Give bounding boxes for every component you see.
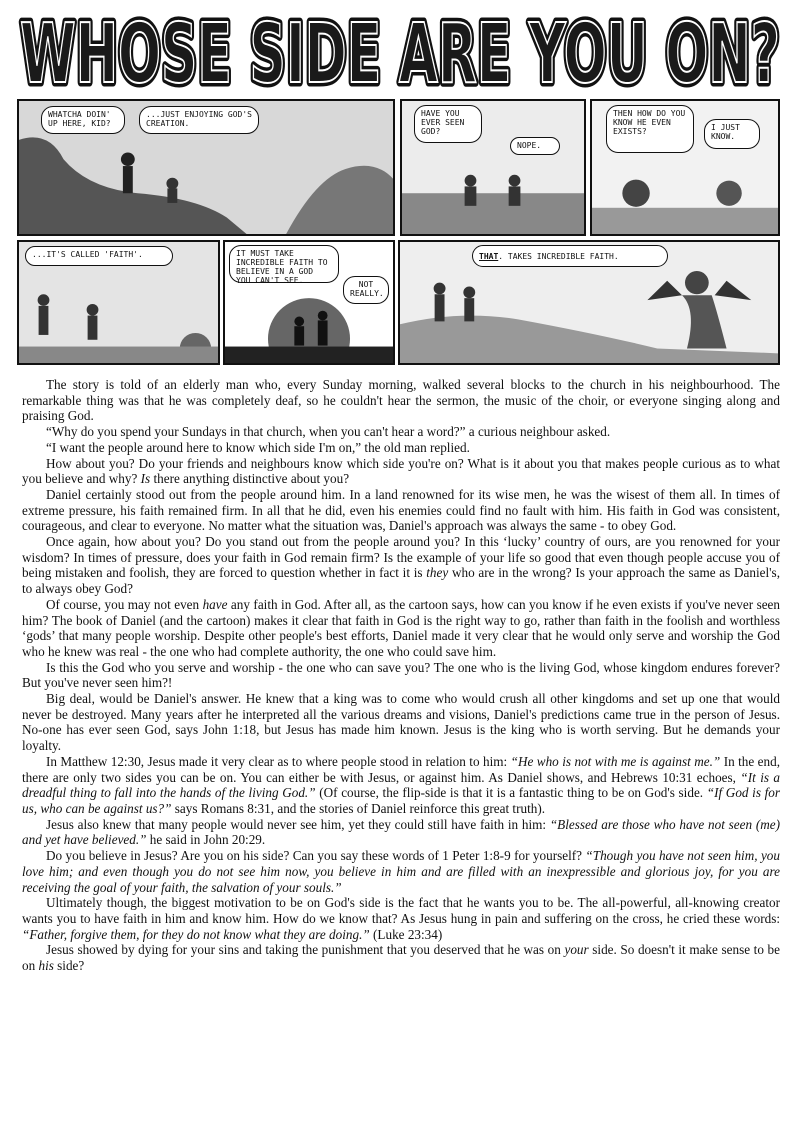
text-run: In Matthew 12:30, Jesus made it very clear as to where people stood in relation to him: — [46, 753, 511, 769]
speech-bubble: ...JUST ENJOYING GOD'S CREATION. — [139, 106, 259, 134]
paragraph — [22, 597, 780, 660]
comic-panel-4 — [17, 240, 220, 365]
text-italic: have — [202, 596, 228, 612]
quote: “It is a dreadful thing to fall into the hands of the living God.” — [22, 769, 781, 801]
paragraph — [22, 848, 780, 895]
paragraph: Is this the God who you serve and worship - the one who can save you? The one who is the living God, whose kingdom endures forever? But you've never seen him?! — [22, 659, 780, 691]
text-run: side? — [53, 958, 85, 974]
text-run: Do you believe in Jesus? Are you on his side? Can you say these words of 1 Peter 1:8-9 for yourself? — [46, 848, 586, 864]
page-title — [14, 4, 786, 94]
text-italic: his — [38, 958, 54, 974]
paragraph — [22, 456, 780, 487]
paragraph — [22, 754, 780, 817]
text-run: (Luke 23:34) — [369, 926, 443, 942]
quote: “Blessed are those who have not seen (me) and yet have believed.” — [22, 816, 780, 848]
comic-panel-1 — [17, 99, 395, 236]
comic-panel-2 — [400, 99, 586, 236]
text-run: Ultimately though, the biggest motivation to be on God's side is the fact that he wants you to be. The all-powerful, all-knowing creator wants you to have faith in him and know him. How do we know that? As Jesus hung in pain and suffering on the cross, he cried these words: — [22, 895, 780, 926]
speech-bubble: IT MUST TAKE INCREDIBLE FAITH TO BELIEVE IN A GOD YOU CAN'T SEE. — [229, 245, 339, 283]
quote: “If God is for us, who can be against us?” — [22, 785, 780, 816]
text-run: who are in the wrong? Is your approach the same as Daniel's, to always obey God? — [22, 565, 780, 597]
text-run: Once again, how about you? Do you stand out from the people around you? In this ‘lucky’ country of ours, are you renowned for your wisdom? In times of pressure, does your faith in God remain firm? Is the example of your life so good that even though people accuse you of being mistaken and foolish, they are forced to question whether in fact it is — [22, 534, 780, 581]
paragraph: “I want the people around here to know which side I'm on,” the old man replied. — [46, 439, 470, 455]
text-italic: they — [426, 565, 449, 581]
text-run: In the end, there are only two sides you can be on. You can either be with Jesus, or against him. As Daniel shows, and Hebrews 10:31 echoes, — [22, 753, 781, 785]
comic-panel-6 — [398, 240, 780, 365]
paragraph: Daniel certainly stood out from the people around him. In a land renowned for its wise men, he was the wisest of them all. In times of extreme pressure, his faith remained firm. In all that he did, even his enemies could find no fault with him. His faith in God was consistent, courageous, and clear to everyone. No matter what the situation was, Daniel's approach was always the same - to obey God. — [22, 486, 780, 534]
speech-bubble: THEN HOW DO YOU KNOW HE EVEN EXISTS? — [606, 105, 694, 153]
paragraph: Big deal, would be Daniel's answer. He knew that a king was to come who would crush all other kingdoms and set up one that would never be destroyed. Many years after he interpreted all the various dreams and visions, Daniel's predictions came true in the person of Jesus. No-one has ever seen God, says John 1:18, but Jesus has made him known. Jesus is the king who is worth serving. But he demands your loyalty. — [22, 691, 780, 754]
speech-bubble: NOT REALLY. — [343, 276, 389, 304]
text-run: any faith in God. After all, as the cartoon says, how can you know if he even exists if you've never seen him? The book of Daniel (and the cartoon) makes it clear that faith in God is the right way to go, rather than faith in the foolish and worthless ‘gods’ that many people worship. Despite other people's best efforts, Daniel made it very clear that he would only serve and worship the God who he knew was real - the one who had complete authority, the one who could save him. — [22, 596, 780, 659]
article-body — [22, 377, 780, 974]
quote: “Though you have not seen him, you love him; and even though you do not see him now, you believe in him and are filled with an inexpressible and glorious joy, for you are receiving the goal of your faith, the salvation of your souls.” — [22, 848, 780, 895]
emphasis-that: THAT — [479, 252, 499, 261]
text-run: says Romans 8:31, and the stories of Daniel reinforce this great truth). — [171, 800, 546, 816]
bubble-rest: . TAKES INCREDIBLE FAITH. — [498, 252, 619, 261]
text-run: side. So doesn't it make sense to be on — [22, 942, 780, 974]
text-italic: Is — [140, 471, 151, 487]
text-run: there anything distinctive about you? — [150, 471, 350, 487]
paragraph — [22, 895, 780, 942]
paragraph — [22, 534, 780, 597]
text-run: Jesus showed by dying for your sins and taking the punishment that you deserved that he was on — [46, 942, 565, 958]
text-italic: your — [564, 942, 589, 958]
page-title-text: WHOSE SIDE ARE YOU ON? — [20, 7, 781, 94]
speech-bubble: ...IT'S CALLED 'FAITH'. — [25, 246, 173, 266]
paragraph: “Why do you spend your Sundays in that church, when you can't hear a word?” a curious neighbour asked. — [46, 424, 611, 440]
speech-bubble: WHATCHA DOIN' UP HERE, KID? — [41, 106, 125, 134]
speech-bubble: I JUST KNOW. — [704, 119, 760, 149]
text-run: Jesus also knew that many people would never see him, yet they could still have faith in him: — [46, 816, 550, 832]
text-run: Of course, you may not even — [46, 596, 203, 612]
quote: “He who is not with me is against me.” — [510, 753, 721, 769]
page-title-outline: WHOSE SIDE ARE YOU ON? — [20, 7, 781, 94]
paragraph: The story is told of an elderly man who, every Sunday morning, walked several blocks to the church in his neighbourhood. The remarkable thing was that he was completely deaf, so he couldn't hear the sermon, the music of the choir, or everyone singing along and praising God. — [22, 377, 780, 424]
paragraph — [22, 817, 780, 848]
paragraph — [22, 942, 780, 973]
comic-panel-5 — [223, 240, 395, 365]
quote: “Father, forgive them, for they do not know what they are doing.” — [22, 926, 370, 942]
text-run: he said in John 20:29. — [146, 832, 266, 848]
text-run: (Of course, the flip-side is that it is a fantastic thing to be on God's side. — [315, 785, 707, 801]
speech-bubble: HAVE YOU EVER SEEN GOD? — [414, 105, 482, 143]
comic-panel-3 — [590, 99, 780, 236]
speech-bubble: NOPE. — [510, 137, 560, 155]
text-run: How about you? Do your friends and neighbours know which side you're on? What is it about you that makes people curious as to what you believe and why? — [22, 455, 780, 487]
speech-bubble — [472, 245, 668, 267]
